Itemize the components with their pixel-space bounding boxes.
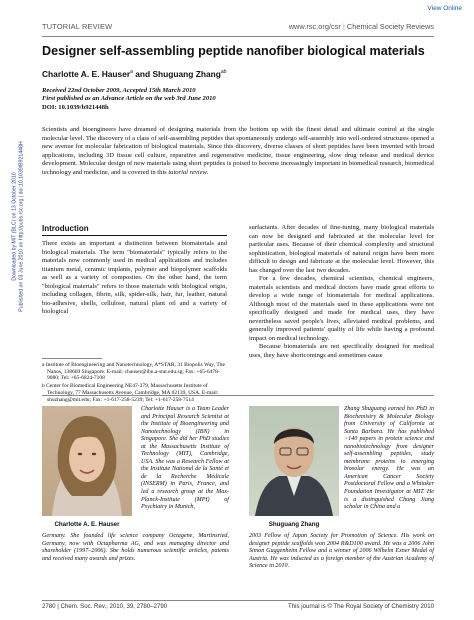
column-left — [42, 224, 227, 317]
abstract-end: . — [206, 168, 209, 176]
download-line: Downloaded by MIT (BLC) on 13 October 2010 — [11, 172, 18, 281]
footer-copyright: This journal is © The Royal Society of Chemistry 2010 — [288, 603, 434, 610]
affiliation-b: b Center for Biomedical Engineering NE47-379, Massachusetts Institute of Technology, 77 Massachusetts Avenue, Cambridge, MA 02139, USA. E-mail: shuzhang@mit.edu; Fax: +1-617-258-5239; Tel: +1-617-258-7514 — [42, 383, 219, 403]
abstract-tail: tutorial review — [168, 168, 207, 176]
doi[interactable]: DOI: 10.1039/b921448h — [42, 103, 109, 111]
author-conjunction: and — [132, 69, 153, 79]
author-list — [42, 69, 226, 79]
author-hauser: Charlotte A. E. Hauser — [42, 69, 131, 79]
zhang-photo — [249, 406, 339, 516]
affiliation-rule — [42, 358, 102, 359]
abstract — [42, 126, 434, 177]
abstract-text: Scientists and bioengineers have dreamed of designing materials from the bottom up with the finest detail and ultimate control at the single molecular level. The discovery of a class of self-assembling peptides that spontaneously undergo self-assembly into well-ordered structures opened a new avenue for molecular fabrication of biological materials. Since this discovery, diverse classes of short peptides have been invented with broad applications, including 3D tissue cell culture, reparative and regenerative medicine, tissue engineering, slow drug release and medical device development. Molecular design of new materials using short peptides is poised to become increasingly important in biomedical research, biomedical technology and medicine, and is covered in this — [42, 126, 434, 176]
zhang-bio-bottom: 2003 Fellow of Japan Society for Promotion of Science. His work on designer peptide scaffolds won 2004 R&D100 award. He was a 2006 John Simon Guggenheim Fellow and a winner of 2006 Wilhelm Exner Medal of Austria. He was inducted as a foreign member of the Austrian Academy of Science in 2010. — [249, 533, 434, 570]
page-header — [42, 22, 434, 34]
article-dates — [42, 87, 216, 112]
journal-url[interactable]: www.rsc.org/csr — [288, 22, 341, 31]
footer-citation: 2780 | Chem. Soc. Rev., 2010, 39, 2780–2790 — [42, 603, 168, 610]
publication-line[interactable]: Published on 03 June 2010 on http://pubs.rsc.org | doi:10.1039/B921448H — [18, 141, 24, 312]
hauser-bio-bottom: Germany. She founded life science company Octagene, Martinsried, Germany, now with Octapharma AG, and was managing director and shareholder (1997–2006). She holds numerous scientific articles, patents and received many awards and prizes. — [42, 533, 229, 562]
published-date: First published as an Advance Article on the web 3rd June 2010 — [42, 95, 216, 103]
header-divider — [42, 36, 434, 37]
journal-name: Chemical Society Reviews — [346, 22, 434, 31]
journal-header — [289, 22, 434, 31]
article-title: Designer self-assembling peptide nanofiber biological materials — [42, 44, 425, 58]
hauser-photo — [42, 406, 132, 516]
hauser-portrait — [42, 406, 132, 516]
received-date: Received 22nd October 2009, Accepted 15th March 2010 — [42, 87, 196, 94]
body-paragraph-1: surfactants. After decades of fine-tuning, many biological materials can now be designed and fabricated at the molecular level for particular uses. Because of their chemical complexity and structural sophistication, biological materials of natural origin have been more difficult to design and fabricate at the molecular level. However, this has changed over the last two decades. — [249, 224, 434, 274]
biography-divider — [42, 395, 434, 396]
download-watermark — [12, 127, 25, 327]
author-zhang: Shuguang Zhang — [152, 69, 221, 79]
intro-paragraph-1: There exists an important a distinction between biomaterials and biological materials. The term "biomaterials" typically refers to the materials now commonly used in medical applications and includes titanium metal, ceramic implants, polymer and biopolymer scaffolds as well as a variety of composites. On the other hand, the term "biological materials" refers to those materials with biological origin, including collagen, fibrin, silk, spider-silk, hair, fur, leather, natural bio-adhesive, shells, cellulose, natural plant oil and a variety of biological — [42, 240, 227, 315]
column-right — [249, 224, 434, 360]
author-zhang-affil: ab — [220, 69, 227, 76]
author-hauser-affil: a — [130, 69, 133, 76]
section-rule — [42, 235, 227, 236]
zhang-caption: Shuguang Zhang — [268, 521, 320, 528]
zhang-portrait — [249, 406, 339, 516]
hauser-caption: Charlotte A. E. Hauser — [54, 521, 120, 528]
zhang-bio-side: Zhang Shuguang earned his PhD in Biochemistry & Molecular Biology from University of California at Santa Barbara. He has published >140 papers in protein science and nanobiotechnology from designer self-assembling peptides, study membrane proteins to emerging biosolar energy. He was an American Cancer Society Postdoctoral Fellow and a Whitaker Foundation Investigator at MIT. He is a distinguished Chang Jiang scholar in China and a — [344, 406, 434, 511]
article-type: TUTORIAL REVIEW — [42, 22, 113, 31]
section-heading: Introduction — [42, 224, 89, 233]
body-paragraph-2: For a few decades, chemical scientists, chemical engineers, materials scientists and medical doctors have made great efforts to develop a wide range of biomaterials for medical applications. Although most of the materials used in these applications were not specifically designed and made for medical uses, they have nevertheless saved people's lives, alleviated medical problems, and generally improved patients' quality of life while having a profound impact on medical technology. — [249, 275, 434, 342]
hauser-eye-right — [92, 453, 96, 455]
hauser-face — [69, 434, 105, 482]
body-paragraph-3: Because biomaterials are not specifically designed for medical uses, they have shortcomings and sometimes cause — [249, 343, 434, 359]
hauser-eye-left — [78, 453, 82, 455]
footer-divider — [42, 600, 434, 601]
affiliation-a: a Institute of Bioengineering and Nanotechnology, A*STAR, 31 Biopolis Way, The Nanos, 138669 Singapore. E-mail: chauser@ibn.a-star.edu.sg; Fax: +65-6478-9080; Tel: +65-6824-7108 — [42, 362, 225, 382]
hauser-bio-side: Charlotte Hauser is a Team Leader and Principal Research Scientist at the Institute of Bioengineering and Nanotechnology (IBN) in Singapore. She did her PhD studies at the Massachusetts Institute of Technology (MIT), Cambridge, USA. She was a Research Fellow at the Institute National de la Santé et de la Recherche Médicale (INSERM) in Paris, France, and led a research group at the Max-Planck-Institute (MPI) of Psychiatry in Munich, — [141, 406, 229, 511]
affiliations — [42, 358, 227, 404]
view-online-link[interactable]: View Online — [427, 5, 462, 12]
header-separator: | — [342, 22, 345, 31]
